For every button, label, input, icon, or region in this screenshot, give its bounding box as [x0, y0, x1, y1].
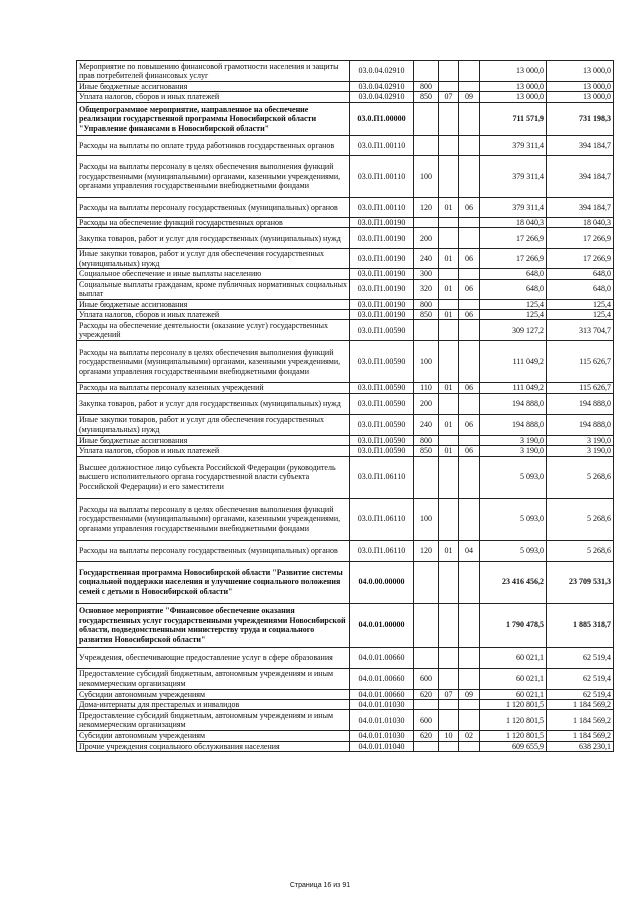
cell-amount-year1: 1 120 801,5 — [480, 710, 547, 731]
cell-subsection — [459, 61, 480, 82]
cell-expense-type — [414, 603, 439, 647]
cell-amount-year1: 609 655,9 — [480, 741, 547, 751]
table-row — [77, 383, 614, 393]
cell-section: 01 — [439, 197, 459, 217]
cell-target-code: 03.0.П1.00190 — [350, 217, 414, 227]
cell-subsection — [459, 710, 480, 731]
cell-expense-type: 620 — [414, 731, 439, 741]
cell-subsection — [459, 155, 480, 197]
cell-target-code: 03.0.04.02910 — [350, 82, 414, 92]
cell-expense-type: 200 — [414, 393, 439, 414]
cell-section: 01 — [439, 310, 459, 320]
table-row — [77, 540, 614, 561]
cell-amount-year2: 194 888,0 — [547, 393, 614, 414]
cell-name: Расходы на выплаты персоналу в целях обеспечения выполнения функций государственными (муниципальными) органами, казенными учреждениями, органами управления государственными внебюджетными фондами — [77, 155, 350, 197]
cell-subsection — [459, 668, 480, 689]
cell-name: Общепрограммное мероприятие, направленное на обеспечение реализации государственной программы Новосибирской области "Управление финансами в Новосибирской области" — [77, 102, 350, 135]
budget-table — [76, 60, 614, 752]
cell-amount-year2: 18 040,3 — [547, 217, 614, 227]
table-row — [77, 710, 614, 731]
cell-name: Расходы на обеспечение деятельности (оказание услуг) государственных учреждений — [77, 320, 350, 341]
cell-name: Субсидии автономным учреждениям — [77, 689, 350, 699]
cell-amount-year2: 648,0 — [547, 269, 614, 279]
cell-name: Предоставление субсидий бюджетным, автономным учреждениям и иным некоммерческим организациям — [77, 710, 350, 731]
cell-subsection — [459, 700, 480, 710]
cell-amount-year2: 731 198,3 — [547, 102, 614, 135]
cell-subsection — [459, 498, 480, 540]
cell-amount-year1: 648,0 — [480, 269, 547, 279]
cell-subsection — [459, 320, 480, 341]
cell-amount-year1: 379 311,4 — [480, 155, 547, 197]
cell-target-code: 03.0.П1.00190 — [350, 299, 414, 309]
table-row — [77, 731, 614, 741]
cell-amount-year2: 62 519,4 — [547, 689, 614, 699]
cell-amount-year2: 125,4 — [547, 299, 614, 309]
cell-amount-year2: 13 000,0 — [547, 61, 614, 82]
cell-name: Иные бюджетные ассигнования — [77, 435, 350, 445]
cell-section — [439, 228, 459, 249]
cell-section: 01 — [439, 446, 459, 456]
cell-section — [439, 710, 459, 731]
cell-section: 07 — [439, 92, 459, 102]
cell-name: Мероприятие по повышению финансовой грамотности населения и защиты прав потребителей финансовых услуг — [77, 61, 350, 82]
cell-amount-year1: 194 888,0 — [480, 414, 547, 435]
cell-target-code: 04.0.01.00660 — [350, 647, 414, 668]
cell-target-code: 03.0.П1.00590 — [350, 320, 414, 341]
cell-name: Расходы на выплаты по оплате труда работников государственных органов — [77, 135, 350, 155]
cell-amount-year2: 313 704,7 — [547, 320, 614, 341]
cell-name: Уплата налогов, сборов и иных платежей — [77, 310, 350, 320]
table-row — [77, 561, 614, 603]
cell-target-code: 04.0.01.01030 — [350, 710, 414, 731]
cell-amount-year2: 5 268,6 — [547, 498, 614, 540]
cell-subsection: 06 — [459, 383, 480, 393]
cell-section — [439, 320, 459, 341]
cell-amount-year1: 13 000,0 — [480, 92, 547, 102]
table-row — [77, 135, 614, 155]
table-row — [77, 689, 614, 699]
cell-section — [439, 741, 459, 751]
cell-amount-year1: 648,0 — [480, 279, 547, 299]
cell-name: Прочие учреждения социального обслуживания населения — [77, 741, 350, 751]
cell-amount-year1: 111 049,2 — [480, 383, 547, 393]
cell-expense-type: 600 — [414, 668, 439, 689]
table-row — [77, 82, 614, 92]
cell-subsection — [459, 456, 480, 498]
cell-subsection: 06 — [459, 414, 480, 435]
cell-section — [439, 82, 459, 92]
cell-subsection — [459, 299, 480, 309]
cell-section: 01 — [439, 414, 459, 435]
cell-amount-year1: 3 190,0 — [480, 435, 547, 445]
cell-subsection — [459, 341, 480, 383]
table-row — [77, 435, 614, 445]
cell-target-code: 03.0.П1.00110 — [350, 155, 414, 197]
cell-section — [439, 647, 459, 668]
cell-target-code: 04.0.01.01030 — [350, 700, 414, 710]
cell-amount-year2: 3 190,0 — [547, 446, 614, 456]
cell-expense-type: 110 — [414, 383, 439, 393]
cell-expense-type — [414, 102, 439, 135]
cell-subsection — [459, 647, 480, 668]
cell-amount-year1: 23 416 456,2 — [480, 561, 547, 603]
cell-subsection — [459, 102, 480, 135]
table-row — [77, 310, 614, 320]
cell-section — [439, 341, 459, 383]
cell-amount-year1: 17 266,9 — [480, 249, 547, 269]
cell-amount-year2: 394 184,7 — [547, 135, 614, 155]
cell-section — [439, 61, 459, 82]
cell-expense-type: 800 — [414, 435, 439, 445]
cell-amount-year2: 5 268,6 — [547, 540, 614, 561]
cell-amount-year2: 394 184,7 — [547, 155, 614, 197]
cell-target-code: 04.0.01.01040 — [350, 741, 414, 751]
cell-name: Субсидии автономным учреждениям — [77, 731, 350, 741]
cell-expense-type — [414, 741, 439, 751]
table-row — [77, 446, 614, 456]
cell-amount-year2: 1 184 569,2 — [547, 731, 614, 741]
cell-section: 01 — [439, 383, 459, 393]
cell-subsection — [459, 561, 480, 603]
cell-target-code: 04.0.01.00660 — [350, 668, 414, 689]
table-row — [77, 61, 614, 82]
cell-amount-year2: 62 519,4 — [547, 647, 614, 668]
cell-name: Иные закупки товаров, работ и услуг для обеспечения государственных (муниципальных) нужд — [77, 249, 350, 269]
cell-amount-year1: 111 049,2 — [480, 341, 547, 383]
cell-amount-year1: 1 120 801,5 — [480, 731, 547, 741]
cell-target-code: 03.0.П1.00590 — [350, 393, 414, 414]
cell-expense-type — [414, 700, 439, 710]
cell-subsection — [459, 135, 480, 155]
table-row — [77, 603, 614, 647]
cell-target-code: 03.0.П1.00190 — [350, 310, 414, 320]
cell-section — [439, 603, 459, 647]
cell-amount-year1: 711 571,9 — [480, 102, 547, 135]
cell-expense-type — [414, 61, 439, 82]
cell-amount-year2: 1 885 318,7 — [547, 603, 614, 647]
cell-section — [439, 299, 459, 309]
cell-subsection — [459, 435, 480, 445]
cell-name: Закупка товаров, работ и услуг для государственных (муниципальных) нужд — [77, 393, 350, 414]
cell-subsection — [459, 269, 480, 279]
cell-subsection — [459, 82, 480, 92]
cell-amount-year1: 194 888,0 — [480, 393, 547, 414]
cell-subsection — [459, 603, 480, 647]
cell-section — [439, 456, 459, 498]
cell-subsection: 06 — [459, 197, 480, 217]
cell-amount-year1: 5 093,0 — [480, 498, 547, 540]
cell-amount-year2: 115 626,7 — [547, 341, 614, 383]
table-row — [77, 228, 614, 249]
cell-expense-type: 320 — [414, 279, 439, 299]
cell-section — [439, 435, 459, 445]
cell-amount-year1: 60 021,1 — [480, 647, 547, 668]
cell-section — [439, 561, 459, 603]
cell-name: Учреждения, обеспечивающие предоставление услуг в сфере образования — [77, 647, 350, 668]
cell-expense-type: 850 — [414, 92, 439, 102]
cell-amount-year1: 3 190,0 — [480, 446, 547, 456]
cell-expense-type: 120 — [414, 197, 439, 217]
cell-subsection — [459, 393, 480, 414]
cell-name: Уплата налогов, сборов и иных платежей — [77, 92, 350, 102]
cell-amount-year2: 5 268,6 — [547, 456, 614, 498]
cell-amount-year2: 1 184 569,2 — [547, 700, 614, 710]
cell-expense-type: 100 — [414, 341, 439, 383]
cell-section — [439, 700, 459, 710]
cell-amount-year2: 648,0 — [547, 279, 614, 299]
cell-section: 01 — [439, 249, 459, 269]
table-row — [77, 299, 614, 309]
table-row — [77, 217, 614, 227]
cell-name: Расходы на обеспечение функций государственных органов — [77, 217, 350, 227]
cell-expense-type: 600 — [414, 710, 439, 731]
cell-section: 07 — [439, 689, 459, 699]
cell-amount-year2: 17 266,9 — [547, 249, 614, 269]
cell-expense-type — [414, 135, 439, 155]
cell-name: Закупка товаров, работ и услуг для государственных (муниципальных) нужд — [77, 228, 350, 249]
cell-amount-year2: 638 230,1 — [547, 741, 614, 751]
cell-name: Расходы на выплаты персоналу в целях обеспечения выполнения функций государственными (муниципальными) органами, казенными учреждениями, органами управления государственными внебюджетными фондами — [77, 498, 350, 540]
table-row — [77, 393, 614, 414]
cell-target-code: 03.0.П1.00590 — [350, 341, 414, 383]
cell-expense-type — [414, 320, 439, 341]
cell-amount-year2: 394 184,7 — [547, 197, 614, 217]
cell-name: Социальное обеспечение и иные выплаты населению — [77, 269, 350, 279]
cell-name: Расходы на выплаты персоналу государственных (муниципальных) органов — [77, 540, 350, 561]
cell-target-code: 03.0.П1.00190 — [350, 279, 414, 299]
cell-amount-year1: 5 093,0 — [480, 456, 547, 498]
cell-amount-year2: 62 519,4 — [547, 668, 614, 689]
cell-section — [439, 668, 459, 689]
cell-target-code: 03.0.П1.06110 — [350, 498, 414, 540]
cell-section — [439, 135, 459, 155]
cell-amount-year1: 60 021,1 — [480, 668, 547, 689]
cell-target-code: 03.0.П1.00590 — [350, 383, 414, 393]
table-row — [77, 498, 614, 540]
cell-subsection: 04 — [459, 540, 480, 561]
cell-amount-year2: 1 184 569,2 — [547, 710, 614, 731]
table-row — [77, 668, 614, 689]
cell-name: Социальные выплаты гражданам, кроме публичных нормативных социальных выплат — [77, 279, 350, 299]
cell-name: Иные закупки товаров, работ и услуг для обеспечения государственных (муниципальных) нужд — [77, 414, 350, 435]
cell-target-code: 03.0.П1.06110 — [350, 456, 414, 498]
table-row — [77, 279, 614, 299]
cell-expense-type — [414, 217, 439, 227]
cell-expense-type: 850 — [414, 446, 439, 456]
cell-target-code: 03.0.П1.00190 — [350, 228, 414, 249]
cell-section — [439, 155, 459, 197]
cell-amount-year2: 125,4 — [547, 310, 614, 320]
cell-expense-type: 200 — [414, 228, 439, 249]
cell-expense-type — [414, 456, 439, 498]
table-row — [77, 269, 614, 279]
cell-subsection — [459, 217, 480, 227]
cell-amount-year1: 13 000,0 — [480, 82, 547, 92]
cell-subsection: 09 — [459, 689, 480, 699]
cell-section — [439, 498, 459, 540]
cell-target-code: 03.0.П1.00000 — [350, 102, 414, 135]
table-row — [77, 741, 614, 751]
cell-amount-year1: 5 093,0 — [480, 540, 547, 561]
table-row — [77, 249, 614, 269]
cell-name: Уплата налогов, сборов и иных платежей — [77, 446, 350, 456]
cell-section — [439, 102, 459, 135]
cell-target-code: 04.0.01.00660 — [350, 689, 414, 699]
table-row — [77, 341, 614, 383]
cell-subsection: 09 — [459, 92, 480, 102]
table-row — [77, 155, 614, 197]
cell-subsection: 06 — [459, 249, 480, 269]
cell-name: Расходы на выплаты персоналу в целях обеспечения выполнения функций государственными (муниципальными) органами, казенными учреждениями, органами управления государственными внебюджетными фондами — [77, 341, 350, 383]
cell-amount-year1: 1 120 801,5 — [480, 700, 547, 710]
cell-expense-type: 800 — [414, 82, 439, 92]
cell-subsection: 02 — [459, 731, 480, 741]
cell-target-code: 03.0.П1.00110 — [350, 135, 414, 155]
cell-amount-year1: 379 311,4 — [480, 135, 547, 155]
cell-target-code: 03.0.П1.00590 — [350, 446, 414, 456]
cell-subsection — [459, 741, 480, 751]
cell-subsection — [459, 228, 480, 249]
cell-amount-year1: 125,4 — [480, 310, 547, 320]
table-row — [77, 92, 614, 102]
cell-target-code: 04.0.01.01030 — [350, 731, 414, 741]
cell-expense-type — [414, 647, 439, 668]
cell-name: Расходы на выплаты персоналу казенных учреждений — [77, 383, 350, 393]
cell-target-code: 03.0.П1.00190 — [350, 269, 414, 279]
cell-section: 01 — [439, 279, 459, 299]
cell-expense-type: 240 — [414, 249, 439, 269]
cell-subsection: 06 — [459, 310, 480, 320]
cell-name: Государственная программа Новосибирской области "Развитие системы социальной поддержки населения и улучшение социального положения семей с детьми в Новосибирской области" — [77, 561, 350, 603]
cell-expense-type: 620 — [414, 689, 439, 699]
cell-amount-year2: 194 888,0 — [547, 414, 614, 435]
cell-target-code: 04.0.01.00000 — [350, 603, 414, 647]
cell-name: Иные бюджетные ассигнования — [77, 299, 350, 309]
cell-subsection: 06 — [459, 446, 480, 456]
cell-section: 01 — [439, 540, 459, 561]
cell-expense-type: 100 — [414, 155, 439, 197]
cell-target-code: 03.0.П1.00590 — [350, 435, 414, 445]
cell-amount-year2: 13 000,0 — [547, 92, 614, 102]
cell-amount-year1: 125,4 — [480, 299, 547, 309]
cell-expense-type: 240 — [414, 414, 439, 435]
cell-target-code: 03.0.04.02910 — [350, 61, 414, 82]
cell-amount-year2: 13 000,0 — [547, 82, 614, 92]
table-row — [77, 102, 614, 135]
table-row — [77, 647, 614, 668]
cell-section — [439, 269, 459, 279]
cell-amount-year1: 17 266,9 — [480, 228, 547, 249]
cell-target-code: 03.0.П1.00590 — [350, 414, 414, 435]
cell-name: Основное мероприятие "Финансовое обеспечение оказания государственных услуг государственными учреждениями Новосибирской области, подведомственными министерству труда и социального развития Новосибирской области" — [77, 603, 350, 647]
table-row — [77, 320, 614, 341]
cell-expense-type: 100 — [414, 498, 439, 540]
table-row — [77, 197, 614, 217]
cell-name: Предоставление субсидий бюджетным, автономным учреждениям и иным некоммерческим организациям — [77, 668, 350, 689]
cell-target-code: 03.0.П1.06110 — [350, 540, 414, 561]
cell-amount-year2: 23 709 531,3 — [547, 561, 614, 603]
cell-amount-year2: 115 626,7 — [547, 383, 614, 393]
page-number: Страница 16 из 91 — [289, 882, 351, 889]
cell-target-code: 04.0.00.00000 — [350, 561, 414, 603]
cell-amount-year1: 18 040,3 — [480, 217, 547, 227]
table-row — [77, 456, 614, 498]
cell-amount-year2: 17 266,9 — [547, 228, 614, 249]
cell-subsection: 06 — [459, 279, 480, 299]
cell-amount-year1: 60 021,1 — [480, 689, 547, 699]
cell-expense-type: 850 — [414, 310, 439, 320]
table-row — [77, 700, 614, 710]
cell-name: Дома-интернаты для престарелых и инвалидов — [77, 700, 350, 710]
cell-amount-year1: 379 311,4 — [480, 197, 547, 217]
table-row — [77, 414, 614, 435]
cell-amount-year1: 309 127,2 — [480, 320, 547, 341]
cell-amount-year1: 1 790 478,5 — [480, 603, 547, 647]
cell-expense-type: 300 — [414, 269, 439, 279]
cell-section: 10 — [439, 731, 459, 741]
cell-section — [439, 393, 459, 414]
cell-amount-year1: 13 000,0 — [480, 61, 547, 82]
cell-expense-type: 120 — [414, 540, 439, 561]
cell-name: Расходы на выплаты персоналу государственных (муниципальных) органов — [77, 197, 350, 217]
cell-name: Высшее должностное лицо субъекта Российской Федерации (руководитель высшего исполнительного органа государственной власти субъекта Российской Федерации) и его заместители — [77, 456, 350, 498]
cell-section — [439, 217, 459, 227]
cell-expense-type — [414, 561, 439, 603]
cell-target-code: 03.0.П1.00110 — [350, 197, 414, 217]
cell-expense-type: 800 — [414, 299, 439, 309]
cell-name: Иные бюджетные ассигнования — [77, 82, 350, 92]
cell-target-code: 03.0.04.02910 — [350, 92, 414, 102]
cell-amount-year2: 3 190,0 — [547, 435, 614, 445]
cell-target-code: 03.0.П1.00190 — [350, 249, 414, 269]
